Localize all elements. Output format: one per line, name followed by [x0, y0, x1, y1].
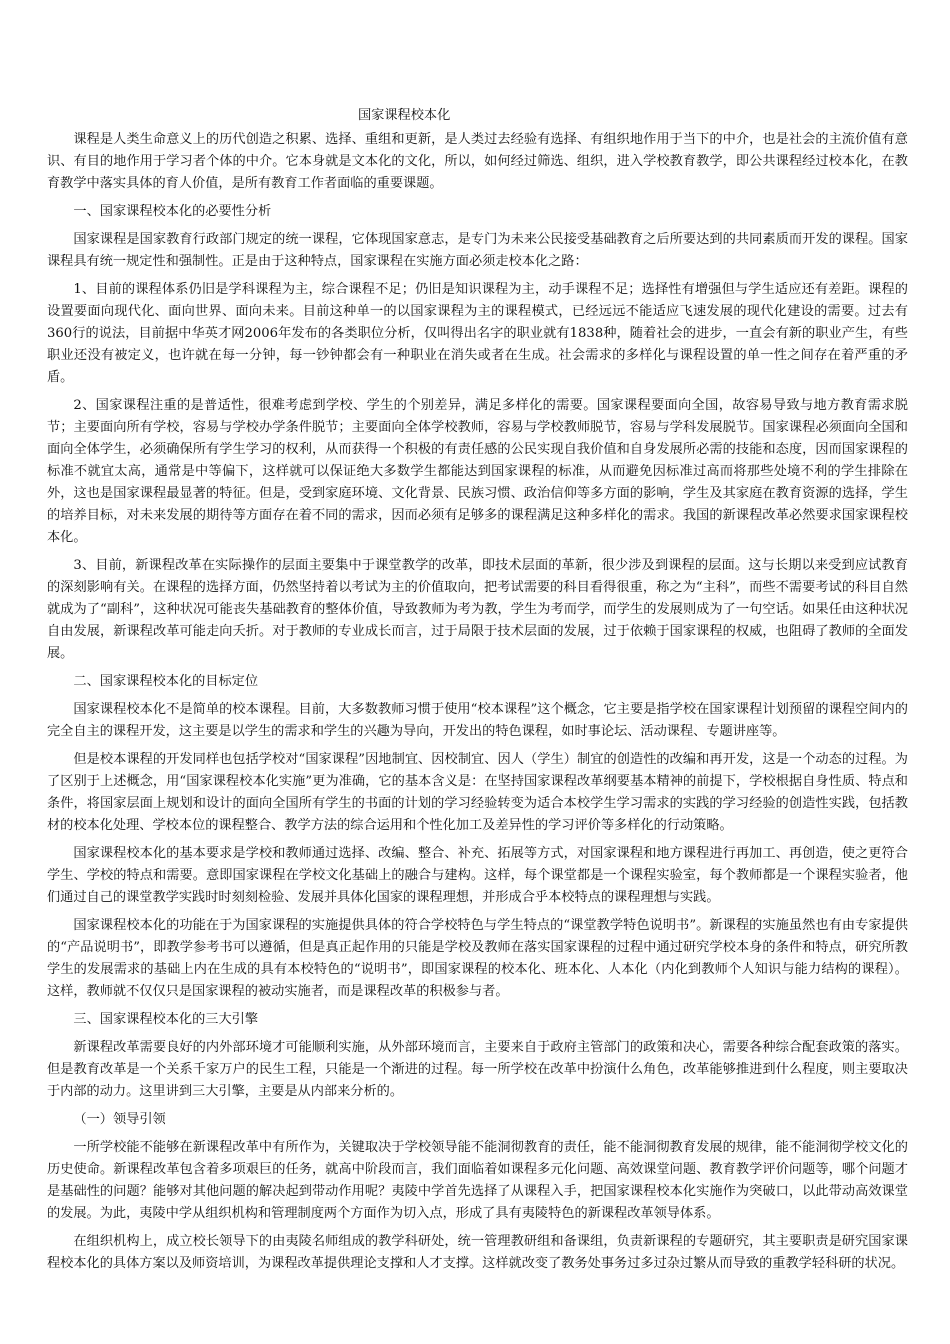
document-page	[47, 105, 908, 1281]
section-1-paragraph-4: 3、目前，新课程改革在实际操作的层面主要集中于课堂教学的改革，即技术层面的革新，很少涉及到课程的层面。这与长期以来受到应试教育的深刻影响有关。在课程的选择方面，仍然坚持着以考试为主的价值取向，把考试需要的科目看得很重，称之为“主科”，而些不需要考试的科目自然就成为了“副科”，这种状况可能丧失基础教育的整体价值，导致教师为考为教，学生为考而学，而学生的发展则成为了一句空话。如果任由这种状况自由发展，新课程改革可能走向夭折。对于教师的专业成长而言，过于局限于技术层面的发展，过于依赖于国家课程的权威，也阻碍了教师的全面发展。	[47, 558, 908, 661]
document-title: 国家课程校本化	[358, 108, 451, 123]
section-2-paragraph-3: 国家课程校本化的基本要求是学校和教师通过选择、改编、整合、补充、拓展等方式，对国家课程和地方课程进行再加工、再创造，使之更符合学生、学校的特点和需要。意即国家课程在学校文化基础上的融合与建构。这样，每个课堂都是一个课程实验室，每个教师都是一个课程实验者，他们通过自己的课堂教学实践时时刻刻检验、发展并具体化国家的课程理想，并形成合乎本校特点的课程理想与实践。	[47, 846, 908, 905]
section-2-paragraph-1: 国家课程校本化不是简单的校本课程。目前，大多数教师习惯于使用“校本课程”这个概念，它主要是指学校在国家课程计划预留的课程空间内的完全自主的课程开发，这主要是以学生的需求和学生的兴趣为导向，开发出的特色课程，如时事论坛、活动课程、专题讲座等。	[47, 702, 908, 739]
section-3-paragraph-3: 在组织机构上，成立校长领导下的由夷陵名师组成的教学科研处，统一管理教研组和备课组，负责新课程的专题研究，其主要职责是研究国家课程校本化的具体方案以及师资培训，为课程改革提供理论支撑和人才支撑。这样就改变了教务处事务过多过杂过繁从而导致的重教学轻科研的状况。	[47, 1234, 908, 1271]
section-2-paragraph-2: 但是校本课程的开发同样也包括学校对“国家课程”因地制宜、因校制宜、因人（学生）制宜的创造性的改编和再开发，这是一个动态的过程。为了区别于上述概念，用“国家课程校本化实施”更为准确，它的基本含义是：在坚持国家课程改革纲要基本精神的前提下，学校根据自身性质、特点和条件，将国家层面上规划和设计的面向全国所有学生的书面的计划的学习经验转变为适合本校学生学习需求的实践的学习经验的创造性实践，包括教材的校本化处理、学校本位的课程整合、教学方法的综合运用和个性化加工及差异性的学习评价等多样化的行动策略。	[47, 752, 908, 833]
section-2-paragraph-4: 国家课程校本化的功能在于为国家课程的实施提供具体的符合学校特色与学生特点的“课堂教学特色说明书”。新课程的实施虽然也有由专家提供的“产品说明书”，即教学参考书可以遵循，但是真正起作用的只能是学校及教师在落实国家课程的过程中通过研究学校本身的条件和特点，研究所教学生的发展需求的基础上内在生成的具有本校特色的“说明书”，即国家课程的校本化、班本化、人本化（内化到教师个人知识与能力结构的课程）。这样，教师就不仅仅只是国家课程的被动实施者，而是课程改革的积极参与者。	[47, 918, 908, 999]
section-1-paragraph-3: 2、国家课程注重的是普适性，很难考虑到学校、学生的个别差异，满足多样化的需要。国家课程要面向全国，故容易导致与地方教育需求脱节；主要面向所有学校，容易与学校办学条件脱节；主要面向全体学校教师，容易与学校教师脱节，容易与学科发展脱节。国家课程必须面向全国和面向全体学生，必须确保所有学生学习的权利，从而获得一个积极的有责任感的公民实现自我价值和自身发展所必需的技能和态度，因而国家课程的标准不就宜太高，通常是中等偏下，这样就可以保证绝大多数学生都能达到国家课程的标准，从而避免因标准过高而将那些处境不利的学生排除在外，这也是国家课程最显著的特征。但是，受到家庭环境、文化背景、民族习惯、政治信仰等多方面的影响，学生及其家庭在教育资源的选择，学生的培养目标，对未来发展的期待等方面存在着不同的需求，因而必须有足够多的课程满足这种多样化的需求。我国的新课程改革必然要求国家课程校本化。	[47, 398, 908, 545]
section-1-heading: 一、国家课程校本化的必要性分析	[73, 204, 272, 219]
section-1-paragraph-2: 1、目前的课程体系仍旧是学科课程为主，综合课程不足；仍旧是知识课程为主，动手课程不足；选择性有增强但与学生适应还有差距。课程的设置要面向现代化、面向世界、面向未来。目前这种单一的以国家课程为主的课程模式，已经远远不能适应飞速发展的现代化建设的需要。过去有360行的说法，目前据中华英才网2006年发布的各类职位分析，仅叫得出名字的职业就有1838种，随着社会的进步，一直会有新的职业产生，有些职业还没有被定义，也许就在每一分钟，每一钞钟都会有一种职业在消失或者在生成。社会需求的多样化与课程设置的单一性之间存在着严重的矛盾。	[47, 282, 908, 385]
intro-paragraph: 课程是人类生命意义上的历代创造之积累、选择、重组和更新，是人类过去经验有选择、有组织地作用于当下的中介，也是社会的主流价值有意识、有目的地作用于学习者个体的中介。它本身就是文本化的文化，所以，如何经过筛选、组织，进入学校教育教学，即公共课程经过校本化，在教育教学中落实具体的育人价值，是所有教育工作者面临的重要课题。	[47, 132, 908, 191]
section-2-heading: 二、国家课程校本化的目标定位	[73, 674, 259, 689]
section-3-paragraph-1: 新课程改革需要良好的内外部环境才可能顺利实施，从外部环境而言，主要来自于政府主管部门的政策和决心，需要各种综合配套政策的落实。但是教育改革是一个关系千家万户的民生工程，只能是一个渐进的过程。每一所学校在改革中扮演什么角色，改革能够推进到什么程度，则主要取决于内部的动力。这里讲到三大引擎，主要是从内部来分析的。	[47, 1040, 908, 1099]
section-3-subheading-1: （一）领导引领	[73, 1112, 166, 1127]
section-3-heading: 三、国家课程校本化的三大引擎	[73, 1012, 259, 1027]
section-1-paragraph-1: 国家课程是国家教育行政部门规定的统一课程，它体现国家意志，是专门为未来公民接受基础教育之后所要达到的共同素质而开发的课程。国家课程具有统一规定性和强制性。正是由于这种特点，国家课程在实施方面必须走校本化之路：	[47, 232, 908, 269]
section-3-paragraph-2: 一所学校能不能够在新课程改革中有所作为，关键取决于学校领导能不能洞彻教育的责任，能不能洞彻教育发展的规律，能不能洞彻学校文化的历史使命。新课程改革包含着多项艰巨的任务，就高中阶段而言，我们面临着如课程多元化问题、高效课堂问题、教育教学评价问题等，哪个问题才是基础性的问题？能够对其他问题的解决起到带动作用呢？夷陵中学首先选择了从课程入手，把国家课程校本化实施作为突破口，以此带动高效课堂的发展。为此，夷陵中学从组织机构和管理制度两个方面作为切入点，形成了具有夷陵特色的新课程改革领导体系。	[47, 1140, 908, 1221]
